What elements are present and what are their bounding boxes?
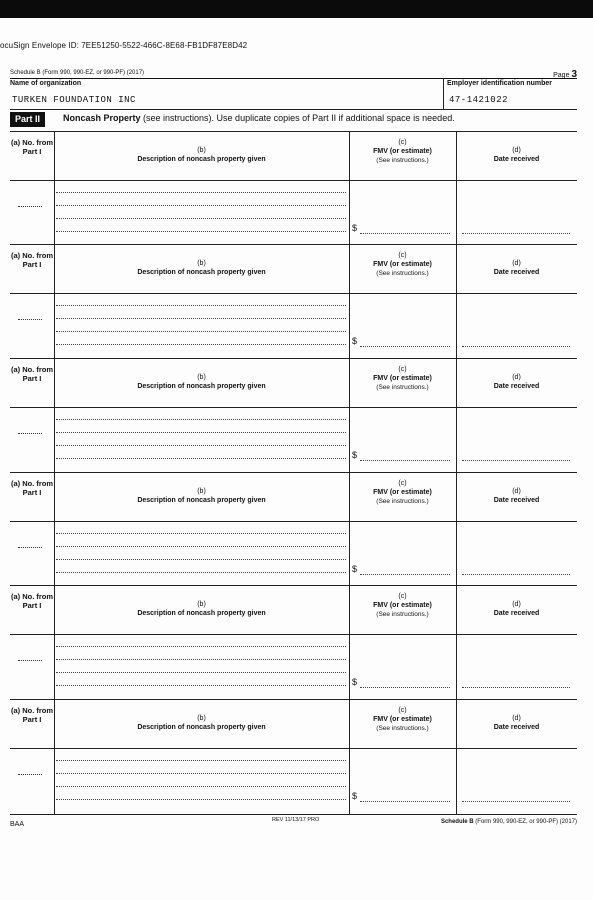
col-d-text: Date received bbox=[493, 269, 540, 276]
description-line[interactable] bbox=[56, 458, 346, 459]
col-b-text: Description of noncash property given bbox=[137, 497, 266, 504]
description-line[interactable] bbox=[56, 231, 346, 232]
col-d-letter: (d) bbox=[512, 147, 521, 154]
dollar-sign: $ bbox=[352, 336, 358, 346]
header-divider bbox=[443, 78, 444, 110]
description-line[interactable] bbox=[56, 305, 346, 306]
header-underline bbox=[10, 180, 577, 181]
description-line[interactable] bbox=[56, 786, 346, 787]
date-received-field[interactable] bbox=[462, 574, 570, 575]
col-d-letter: (d) bbox=[512, 488, 521, 495]
page-digit: 3 bbox=[571, 69, 577, 80]
part-number-field[interactable] bbox=[18, 433, 42, 434]
col-c-sub: (See instructions.) bbox=[376, 498, 429, 505]
description-line[interactable] bbox=[56, 799, 346, 800]
fmv-field[interactable] bbox=[360, 801, 450, 802]
description-line[interactable] bbox=[56, 659, 346, 660]
description-line[interactable] bbox=[56, 533, 346, 534]
col-d-header bbox=[456, 146, 577, 164]
description-line[interactable] bbox=[56, 205, 346, 206]
part-title bbox=[63, 113, 455, 123]
noncash-section bbox=[10, 699, 577, 814]
dollar-sign: $ bbox=[352, 223, 358, 233]
description-line[interactable] bbox=[56, 672, 346, 673]
col-a-header: (a) No. from Part I bbox=[10, 479, 54, 497]
col-c-text: FMV (or estimate) bbox=[373, 375, 432, 382]
col-c-header bbox=[349, 592, 456, 619]
fmv-field[interactable] bbox=[360, 460, 450, 461]
col-a-header: (a) No. from Part I bbox=[10, 365, 54, 383]
col-a-header: (a) No. from Part I bbox=[10, 138, 54, 156]
noncash-section bbox=[10, 472, 577, 587]
description-line[interactable] bbox=[56, 318, 346, 319]
description-line[interactable] bbox=[56, 559, 346, 560]
date-received-field[interactable] bbox=[462, 801, 570, 802]
fmv-field[interactable] bbox=[360, 233, 450, 234]
col-b-header bbox=[54, 146, 349, 164]
col-d-letter: (d) bbox=[512, 715, 521, 722]
part-number-field[interactable] bbox=[18, 774, 42, 775]
col-c-letter: (c) bbox=[398, 366, 407, 373]
col-d-header bbox=[456, 259, 577, 277]
col-b-header bbox=[54, 600, 349, 618]
col-b-text: Description of noncash property given bbox=[137, 156, 266, 163]
col-d-text: Date received bbox=[493, 724, 540, 731]
noncash-section bbox=[10, 131, 577, 246]
col-c-text: FMV (or estimate) bbox=[373, 716, 432, 723]
col-c-text: FMV (or estimate) bbox=[373, 489, 432, 496]
col-d-text: Date received bbox=[493, 497, 540, 504]
ein-value: 47-1421022 bbox=[449, 95, 509, 105]
col-d-header bbox=[456, 487, 577, 505]
footer-form-bold: Schedule B bbox=[440, 819, 474, 825]
part-badge: Part II bbox=[10, 112, 45, 127]
col-c-header bbox=[349, 251, 456, 278]
col-a-header: (a) No. from Part I bbox=[10, 592, 54, 610]
col-c-letter: (c) bbox=[398, 139, 407, 146]
noncash-section bbox=[10, 358, 577, 473]
part-number-field[interactable] bbox=[18, 319, 42, 320]
col-b-header bbox=[54, 487, 349, 505]
header-underline bbox=[10, 521, 577, 522]
footer-form-id bbox=[441, 819, 577, 825]
col-c-header bbox=[349, 365, 456, 392]
description-line[interactable] bbox=[56, 646, 346, 647]
date-received-field[interactable] bbox=[462, 687, 570, 688]
noncash-section bbox=[10, 244, 577, 359]
col-c-letter: (c) bbox=[398, 593, 407, 600]
col-c-sub: (See instructions.) bbox=[376, 611, 429, 618]
col-d-header bbox=[456, 714, 577, 732]
col-b-letter: (b) bbox=[197, 374, 206, 381]
date-received-field[interactable] bbox=[462, 233, 570, 234]
form-identifier: Schedule B (Form 990, 990-EZ, or 990-PF) (2017) bbox=[10, 70, 145, 76]
col-b-text: Description of noncash property given bbox=[137, 383, 266, 390]
col-c-header bbox=[349, 138, 456, 165]
bottom-rule bbox=[10, 814, 577, 815]
header-underline bbox=[10, 293, 577, 294]
header-underline bbox=[10, 407, 577, 408]
date-received-field[interactable] bbox=[462, 460, 570, 461]
fmv-field[interactable] bbox=[360, 687, 450, 688]
col-b-text: Description of noncash property given bbox=[137, 269, 266, 276]
col-d-text: Date received bbox=[493, 610, 540, 617]
description-line[interactable] bbox=[56, 419, 346, 420]
col-c-letter: (c) bbox=[398, 252, 407, 259]
page-label: Page bbox=[553, 72, 570, 79]
col-b-header bbox=[54, 373, 349, 391]
envelope-id: ocuSign Envelope ID: 7EE51250-5522-466C-8E68-FB1DF87E8D42 bbox=[0, 41, 248, 50]
col-b-letter: (b) bbox=[197, 260, 206, 267]
noncash-section bbox=[10, 585, 577, 700]
date-received-field[interactable] bbox=[462, 346, 570, 347]
col-b-letter: (b) bbox=[197, 147, 206, 154]
col-b-letter: (b) bbox=[197, 488, 206, 495]
header-underline bbox=[10, 748, 577, 749]
description-line[interactable] bbox=[56, 344, 346, 345]
dollar-sign: $ bbox=[352, 677, 358, 687]
fmv-field[interactable] bbox=[360, 346, 450, 347]
description-line[interactable] bbox=[56, 331, 346, 332]
col-d-header bbox=[456, 373, 577, 391]
col-c-sub: (See instructions.) bbox=[376, 157, 429, 164]
footer-form-rest: (Form 990, 990-EZ, or 990-PF) (2017) bbox=[473, 819, 577, 825]
part-title-bold: Noncash Property bbox=[63, 113, 141, 123]
fmv-field[interactable] bbox=[360, 574, 450, 575]
col-b-header bbox=[54, 259, 349, 277]
col-c-sub: (See instructions.) bbox=[376, 725, 429, 732]
col-d-letter: (d) bbox=[512, 374, 521, 381]
org-name: TURKEN FOUNDATION INC bbox=[12, 95, 136, 105]
part-number-field[interactable] bbox=[18, 547, 42, 548]
col-d-letter: (d) bbox=[512, 601, 521, 608]
col-c-text: FMV (or estimate) bbox=[373, 602, 432, 609]
description-line[interactable] bbox=[56, 685, 346, 686]
dollar-sign: $ bbox=[352, 450, 358, 460]
description-line[interactable] bbox=[56, 432, 346, 433]
col-b-letter: (b) bbox=[197, 601, 206, 608]
col-c-header bbox=[349, 479, 456, 506]
part-number-field[interactable] bbox=[18, 206, 42, 207]
col-c-letter: (c) bbox=[398, 707, 407, 714]
col-b-letter: (b) bbox=[197, 715, 206, 722]
description-line[interactable] bbox=[56, 192, 346, 193]
org-label: Name of organization bbox=[10, 80, 82, 87]
col-c-sub: (See instructions.) bbox=[376, 384, 429, 391]
col-d-text: Date received bbox=[493, 156, 540, 163]
col-d-letter: (d) bbox=[512, 260, 521, 267]
col-d-header bbox=[456, 600, 577, 618]
top-black-bar bbox=[0, 0, 593, 18]
col-b-text: Description of noncash property given bbox=[137, 610, 266, 617]
col-c-header bbox=[349, 706, 456, 733]
dollar-sign: $ bbox=[352, 564, 358, 574]
part-title-rest: (see instructions). Use duplicate copies of Part II if additional space is needed. bbox=[140, 113, 455, 123]
description-line[interactable] bbox=[56, 572, 346, 573]
ein-label: Employer identification number bbox=[447, 80, 553, 87]
col-c-sub: (See instructions.) bbox=[376, 270, 429, 277]
col-d-text: Date received bbox=[493, 383, 540, 390]
col-b-header bbox=[54, 714, 349, 732]
col-a-header: (a) No. from Part I bbox=[10, 706, 54, 724]
description-line[interactable] bbox=[56, 218, 346, 219]
description-line[interactable] bbox=[56, 546, 346, 547]
header-underline bbox=[10, 634, 577, 635]
header-rule bbox=[10, 78, 577, 79]
col-b-text: Description of noncash property given bbox=[137, 724, 266, 731]
part-number-field[interactable] bbox=[18, 660, 42, 661]
col-a-header: (a) No. from Part I bbox=[10, 251, 54, 269]
revision-label: REV 11/13/17 PRO bbox=[272, 817, 320, 823]
col-c-text: FMV (or estimate) bbox=[373, 148, 432, 155]
dollar-sign: $ bbox=[352, 791, 358, 801]
description-line[interactable] bbox=[56, 773, 346, 774]
col-c-text: FMV (or estimate) bbox=[373, 261, 432, 268]
baa-label: BAA bbox=[10, 821, 25, 828]
col-c-letter: (c) bbox=[398, 480, 407, 487]
description-line[interactable] bbox=[56, 760, 346, 761]
description-line[interactable] bbox=[56, 445, 346, 446]
org-rule bbox=[10, 109, 577, 110]
